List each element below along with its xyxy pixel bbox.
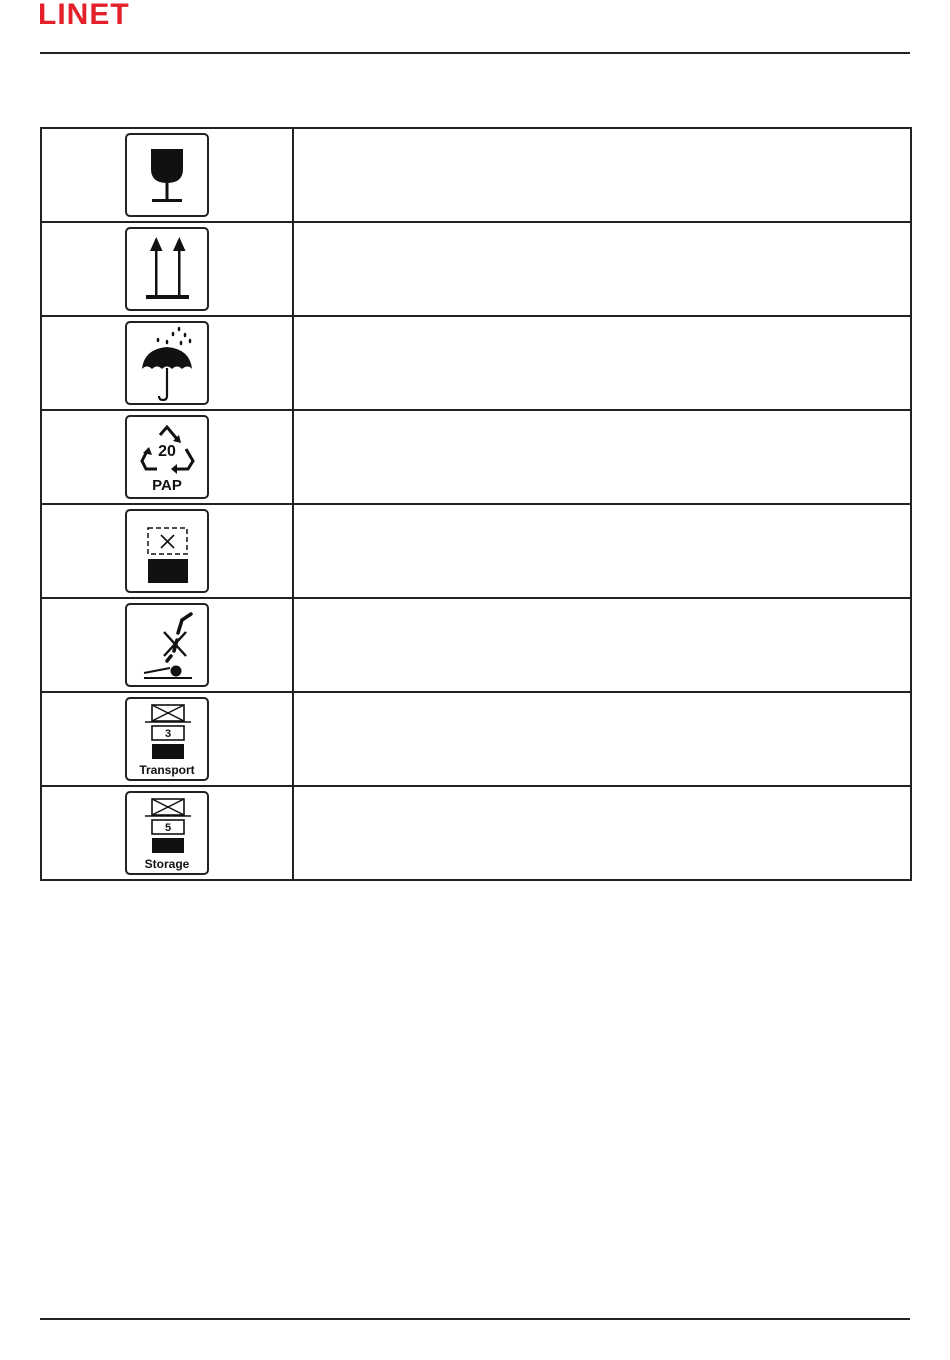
footer-divider bbox=[40, 1318, 910, 1320]
table-row bbox=[41, 692, 911, 786]
description-cell bbox=[293, 786, 911, 880]
recycle-label: PAP bbox=[152, 477, 182, 494]
table-row bbox=[41, 316, 911, 410]
description-cell bbox=[293, 504, 911, 598]
description-cell bbox=[293, 410, 911, 504]
header-divider bbox=[40, 52, 910, 54]
stack-limit-label: Storage bbox=[144, 857, 190, 871]
recycle-code: 20 bbox=[158, 443, 176, 460]
do-not-step-icon bbox=[125, 603, 209, 687]
no-stacking-icon bbox=[125, 509, 209, 593]
table-row bbox=[41, 410, 911, 504]
description-cell bbox=[293, 692, 911, 786]
description-cell bbox=[293, 222, 911, 316]
recycle-pap-20-icon bbox=[125, 415, 209, 499]
table-row bbox=[41, 504, 911, 598]
stacking-limit-storage-icon bbox=[125, 791, 209, 875]
description-cell bbox=[293, 316, 911, 410]
packaging-symbols-table bbox=[40, 127, 912, 881]
table-row bbox=[41, 786, 911, 880]
table-row bbox=[41, 598, 911, 692]
stack-limit-count: 3 bbox=[164, 728, 172, 740]
stack-limit-label: Transport bbox=[139, 763, 195, 777]
this-way-up-icon bbox=[125, 227, 209, 311]
brand-logo: LINET bbox=[38, 0, 130, 31]
stack-limit-count: 5 bbox=[164, 822, 172, 834]
description-cell bbox=[293, 128, 911, 222]
description-cell bbox=[293, 598, 911, 692]
stacking-limit-transport-icon bbox=[125, 697, 209, 781]
table-row bbox=[41, 128, 911, 222]
table-row bbox=[41, 222, 911, 316]
keep-dry-umbrella-icon bbox=[125, 321, 209, 405]
fragile-glass-icon bbox=[125, 133, 209, 217]
